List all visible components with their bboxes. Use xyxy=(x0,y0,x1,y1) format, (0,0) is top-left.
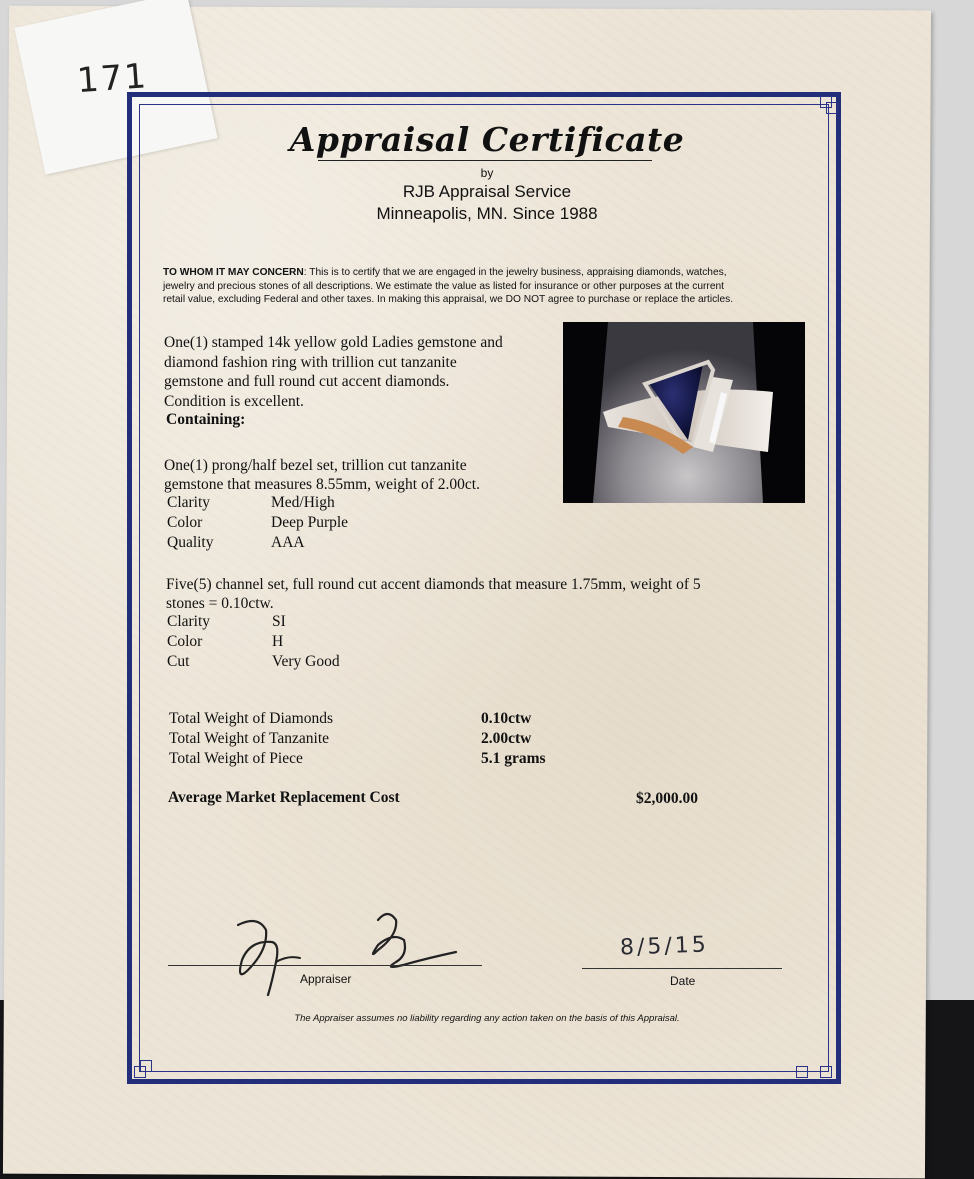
total-label: Total Weight of Diamonds xyxy=(169,710,333,727)
total-value: 0.10ctw xyxy=(481,710,532,727)
diamond-line: stones = 0.10ctw. xyxy=(166,595,274,612)
total-label: Total Weight of Tanzanite xyxy=(169,730,330,747)
appraiser-label: Appraiser xyxy=(300,972,352,986)
liability-disclaimer: The Appraiser assumes no liability regarding any action taken on the basis of this Appraisal. xyxy=(294,1013,680,1024)
ring-photo xyxy=(563,322,805,503)
spec-label: Clarity xyxy=(167,613,211,630)
spec-value: Very Good xyxy=(272,653,340,670)
diamond-details xyxy=(166,575,776,613)
concern-text: jewelry and precious stones of all descriptions. We estimate the value as listed for insurance or other purposes at the current xyxy=(163,280,724,292)
lot-number: 171 xyxy=(75,56,150,102)
concern-text: : This is to certify that we are engaged in the jewelry business, appraising diamonds, watches, xyxy=(303,267,727,278)
concern-text: retail value, excluding Federal and other taxes. In making this appraisal, we DO NOT agree to purchase or replace the articles. xyxy=(163,294,734,305)
date-line xyxy=(582,968,782,969)
company-location: Minneapolis, MN. Since 1988 xyxy=(376,204,598,223)
tanzanite-details xyxy=(164,456,584,494)
description-line: Condition is excellent. xyxy=(164,392,304,410)
ring-photo-image xyxy=(563,322,805,503)
total-value: 2.00ctw xyxy=(481,730,532,747)
frame-corner-ornament xyxy=(140,1060,152,1072)
replacement-cost-value: $2,000.00 xyxy=(636,790,698,807)
signature-line xyxy=(168,965,482,966)
spec-label: Clarity xyxy=(167,494,211,511)
handwritten-date: 8/5/15 xyxy=(619,932,710,961)
tanzanite-line: One(1) prong/half bezel set, trillion cut tanzanite xyxy=(164,457,467,474)
spec-label: Cut xyxy=(167,653,190,670)
description-line: gemstone and full round cut accent diamonds. xyxy=(164,373,450,390)
containing-heading: Containing: xyxy=(166,411,246,428)
spec-value: Med/High xyxy=(271,494,335,511)
frame-corner-ornament xyxy=(820,1066,832,1078)
spec-label: Quality xyxy=(167,534,214,551)
replacement-cost-label: Average Market Replacement Cost xyxy=(168,789,400,806)
company-name: RJB Appraisal Service xyxy=(402,182,572,201)
spec-label: Color xyxy=(167,514,203,531)
certificate-title: Appraisal Certificate xyxy=(289,120,685,159)
frame-corner-ornament xyxy=(796,1066,808,1078)
concern-statement xyxy=(163,266,803,307)
total-label: Total Weight of Piece xyxy=(169,750,303,767)
spec-value: H xyxy=(272,633,284,650)
tanzanite-line: gemstone that measures 8.55mm, weight of 2.00ct. xyxy=(164,476,480,493)
spec-value: Deep Purple xyxy=(271,514,349,531)
item-description xyxy=(164,333,564,411)
concern-heading: TO WHOM IT MAY CONCERN xyxy=(163,267,304,278)
description-line: One(1) stamped 14k yellow gold Ladies gemstone and xyxy=(164,334,503,351)
spec-value: SI xyxy=(272,613,286,630)
diamond-line: Five(5) channel set, full round cut accent diamonds that measure 1.75mm, weight of 5 xyxy=(166,576,701,593)
date-label: Date xyxy=(670,974,696,988)
spec-value: AAA xyxy=(271,534,305,551)
spec-label: Color xyxy=(167,633,203,650)
description-line: diamond fashion ring with trillion cut tanzanite xyxy=(164,353,457,371)
frame-corner-ornament xyxy=(826,102,838,114)
by-label: by xyxy=(480,166,494,180)
total-value: 5.1 grams xyxy=(481,750,546,767)
title-underline xyxy=(318,160,652,161)
